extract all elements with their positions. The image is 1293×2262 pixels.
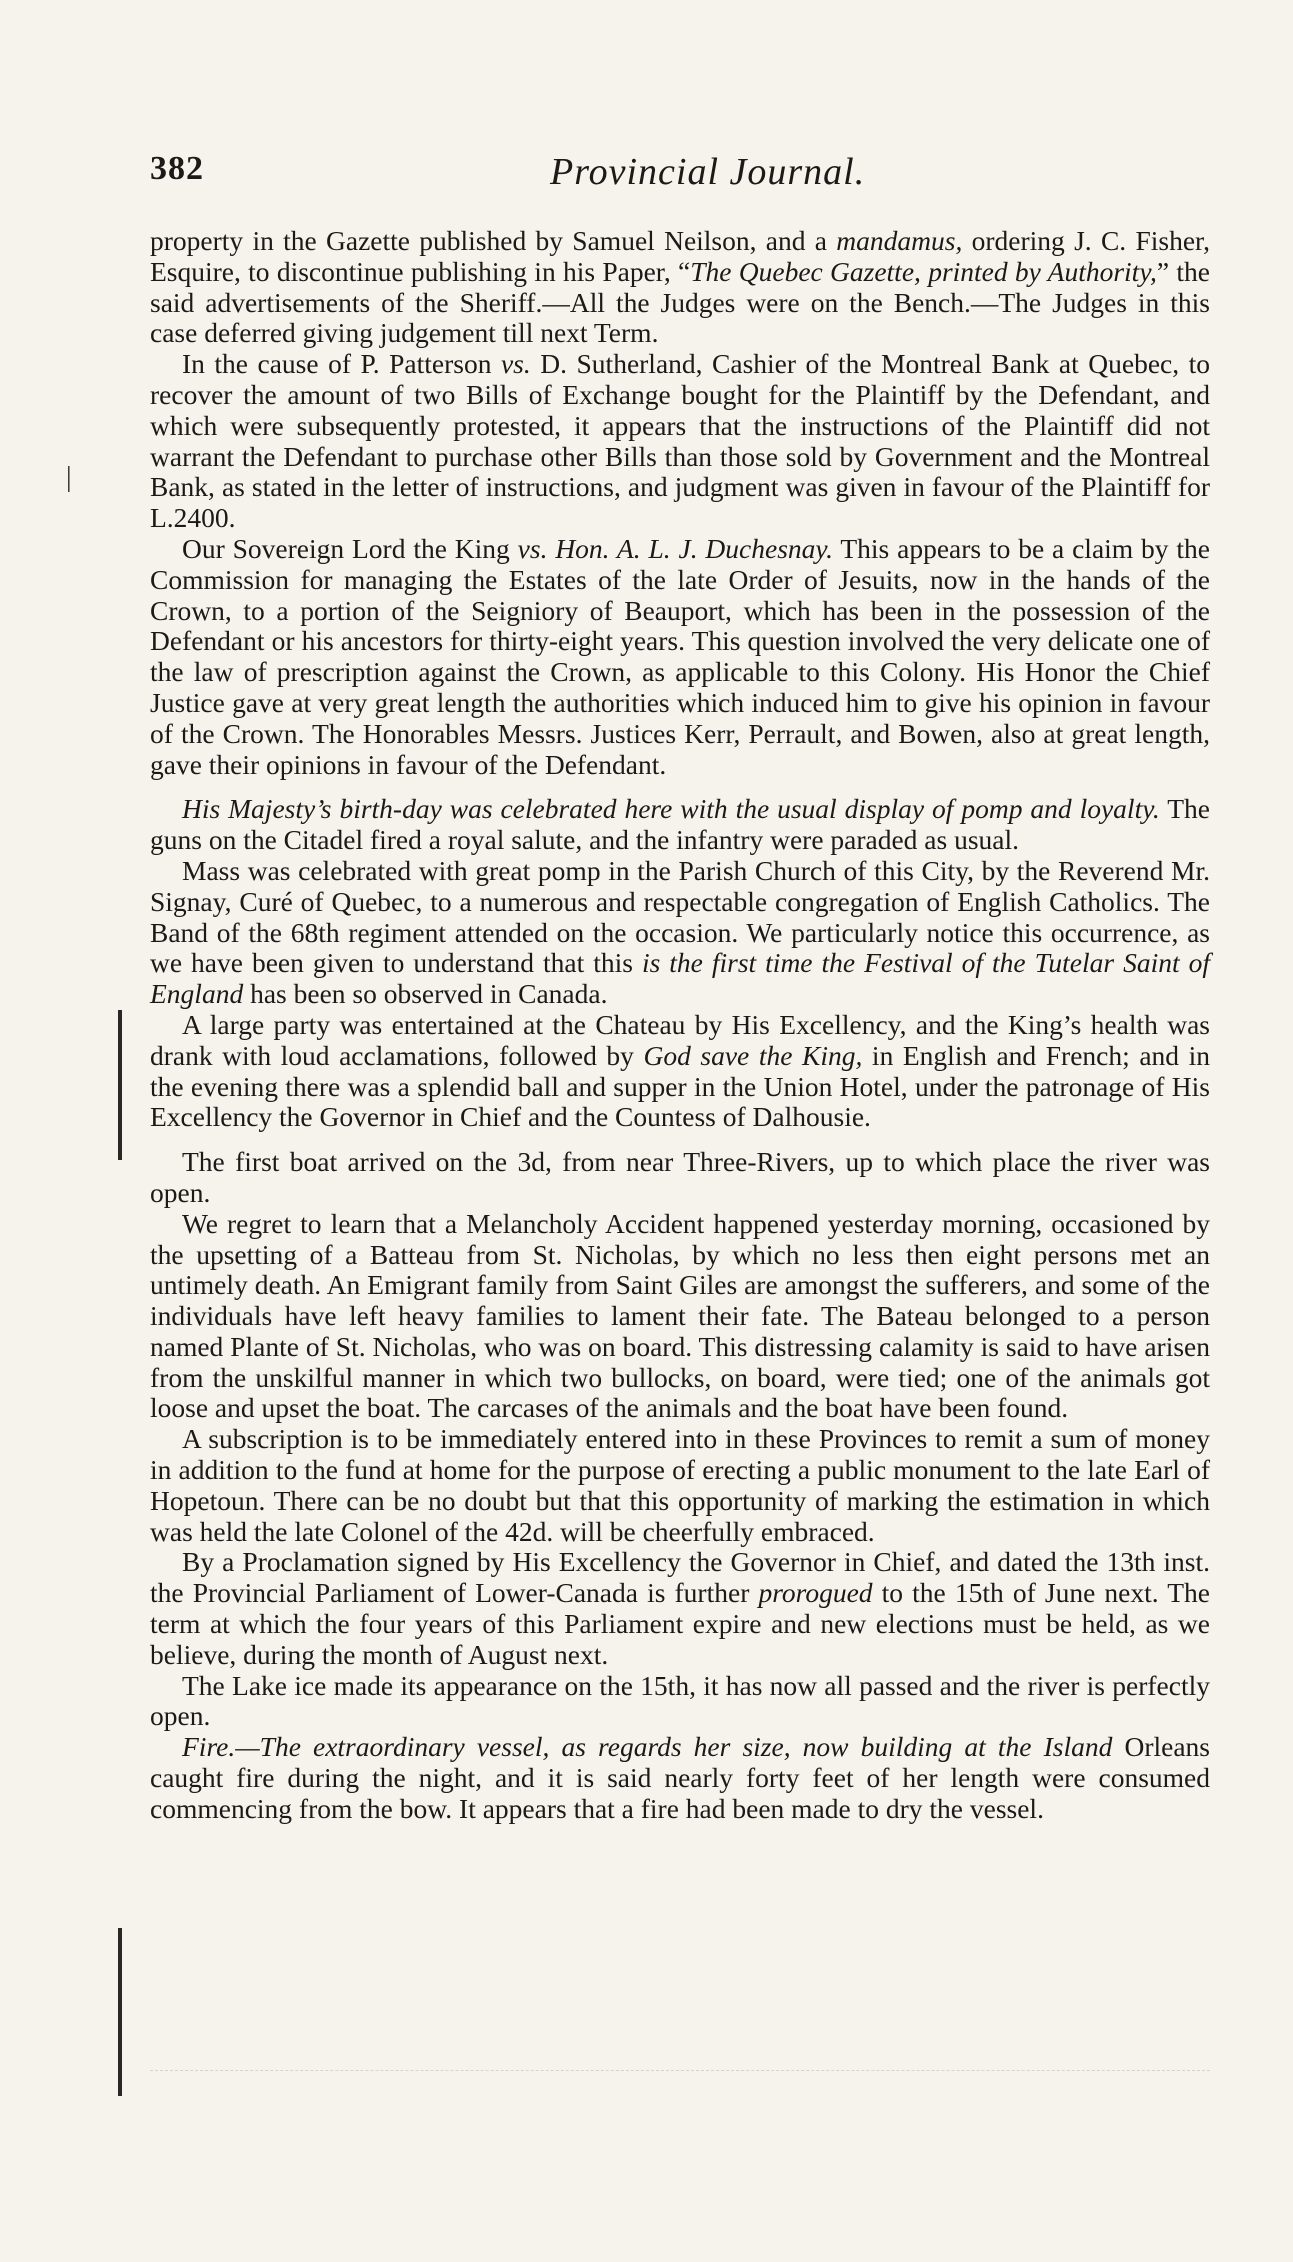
text-run: Orleans caught fire during the night, and it is said nearly forty feet of her length were consumed commencing from the bow. It appears that a fire had been made to dry the vessel. <box>150 1731 1210 1824</box>
paragraph <box>150 1547 1210 1670</box>
text-run: ” the said advertisements of the Sheriff.—All the Judges were on the Bench.—The Judges in this case deferred giving judgement till next Term. <box>150 255 1210 349</box>
italic-text: mandamus, <box>836 225 963 256</box>
paragraph <box>150 1147 1210 1209</box>
text-run: Our Sovereign Lord the King <box>182 532 518 564</box>
text-run: The Lake ice made its appearance on the 15th, it has now all passed and the river is perfectly open. <box>150 1669 1210 1732</box>
paragraph <box>150 1732 1210 1824</box>
text-run: We regret to learn that a Melancholy Accident happened yesterday morning, occasioned by the upsetting of a Batteau from St. Nicholas, by which no less then eight persons met an untimely death. An Emigrant family from Saint Giles are amongst the sufferers, and some of the individuals have left heavy families to lament their fate. The Bateau belonged to a person named Plante of St. Nicholas, who was on board. This distressing calamity is said to have arisen from the unskilful manner in which two bullocks, on board, were tied; one of the animals got loose and upset the boat. The carcases of the animals and the boat have been found. <box>150 1207 1210 1424</box>
italic-text: vs. <box>500 348 531 380</box>
text-run: property in the Gazette published by Samuel Neilson, and a <box>150 225 837 256</box>
text-run: The guns on the Citadel fired a royal salute, and the infantry were paraded as usual. <box>150 793 1210 856</box>
paragraph <box>150 1424 1210 1547</box>
page-header <box>150 150 1210 210</box>
paragraph <box>150 1209 1210 1425</box>
text-run: This appears to be a claim by the Commission for managing the Estates of the late Order of Jesuits, now in the hands of the Crown, to a portion of the Seigniory of Beauport, which has been in the possession of the Defendant or his ancestors for thirty-eight years. This question involved the very delicate one of the law of prescription against the Crown, as applicable to this Colony. His Honor the Chief Justice gave at very great length the authorities which induced him to give his opinion in favour of the Crown. The Honorables Messrs. Justices Kerr, Perrault, and Bowen, also at great length, gave their opinions in favour of the Defendant. <box>150 532 1211 780</box>
text-run: to the 15th of June next. The term at which the four years of this Parliament expire and new elections must be held, as we believe, during the month of August next. <box>150 1577 1211 1670</box>
text-run: A subscription is to be immediately entered into in these Provinces to remit a sum of money in addition to the fund at home for the purpose of erecting a public monument to the late Earl of Hopetoun. There can be no doubt but that this opportunity of marking the estimation in which was held the late Colonel of the 42d. will be cheerfully embraced. <box>150 1423 1210 1547</box>
text-run: By a Proclamation signed by His Excellency the Governor in Chief, and dated the 13th inst. the Provincial Parliament of Lower-Canada is further <box>150 1546 1210 1609</box>
paragraph <box>150 794 1210 856</box>
text-run: in English and French; and in the evening there was a splendid ball and supper in the Union Hotel, under the patronage of His Excellency the Governor in Chief and the Countess of Dalhousie. <box>150 1039 1210 1133</box>
bleed-through-text <box>150 2070 1210 2115</box>
text-run: D. Sutherland, Cashier of the Montreal Bank at Quebec, to recover the amount of two Bills of Exchange bought for the Plaintiff by the Defendant, and which were subsequently protested, it appears that the instructions of the Plaintiff did not warrant the Defendant to purchase other Bills than those sold by Government and the Montreal Bank, as stated in the letter of instructions, and judgment was given in favour of the Plaintiff for L.2400. <box>150 348 1210 534</box>
article-body <box>150 226 1210 1825</box>
text-run: ordering J. C. Fisher, Esquire, to discontinue publishing in his Paper, “ <box>150 225 1210 287</box>
text-run: has been so observed in Canada. <box>243 978 608 1010</box>
paragraph <box>150 534 1210 780</box>
italic-text: vs. <box>517 532 548 564</box>
italic-text: The Quebec Gazette, printed by Authority, <box>690 255 1157 287</box>
italic-text: God save the King, <box>643 1039 863 1071</box>
running-head: Provincial Journal. <box>550 151 866 193</box>
italic-text: prorogued <box>758 1577 873 1609</box>
italic-text: His Majesty’s birth-day was celebrated here with the usual display of pomp and loyalty. <box>182 793 1160 825</box>
paragraph <box>150 1010 1210 1133</box>
paragraph <box>150 1671 1210 1733</box>
italic-text: Fire.—The extraordinary vessel, as regards her size, now building at the Island <box>182 1731 1113 1763</box>
italic-text: is the first time the Festival of the Tutelar Saint of England <box>150 947 1210 1010</box>
text-run: Mass was celebrated with great pomp in the Parish Church of this City, by the Reverend Mr. Signay, Curé of Quebec, to a numerous and respectable congregation of English Catholics. The Band of the 68th regiment attended on the occasion. We particularly notice this occurrence, as we have been given to understand that this <box>150 854 1210 979</box>
margin-bar <box>118 1928 122 2096</box>
text-run: In the cause of P. Patterson <box>182 348 501 380</box>
margin-bar <box>118 1010 122 1160</box>
page-number: 382 <box>150 150 204 187</box>
paragraph <box>150 856 1210 1010</box>
italic-text: Hon. A. L. J. Duchesnay. <box>547 532 833 564</box>
text-run: The first boat arrived on the 3d, from near Three-Rivers, up to which place the river was open. <box>150 1146 1210 1208</box>
paragraph <box>150 226 1210 349</box>
text-run: A large party was entertained at the Chateau by His Excellency, and the King’s health was drank with loud acclamations, followed by <box>150 1008 1210 1071</box>
margin-mark: | <box>66 462 72 493</box>
paragraph <box>150 349 1210 534</box>
